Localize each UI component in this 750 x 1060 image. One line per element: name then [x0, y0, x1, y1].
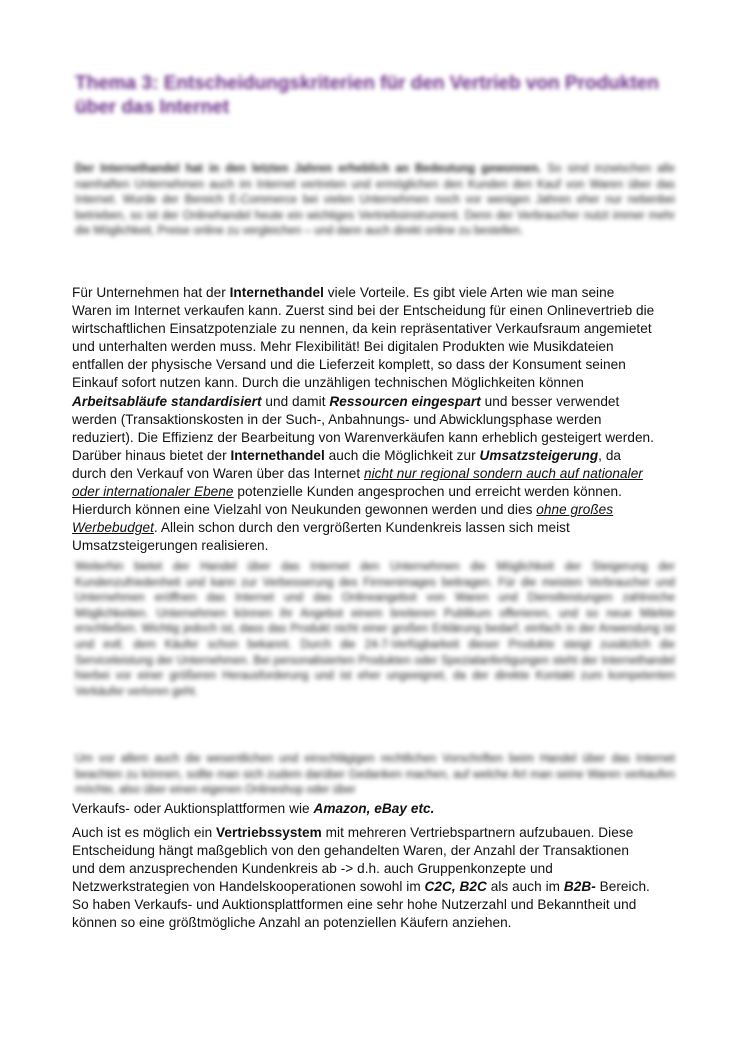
blurred-middle-paragraph: Weiterhin bietet der Handel über das Internet den Unternehmen die Möglichkeit der Steigerung der Kundenzufriedenheit und kann zur Verbesserung des Firmenimages beitragen. Für die meisten Verbraucher und Unternehmen eröffnen das Internet und das Onlineangebot von Waren und Dienstleistungen zahlreiche Möglichkeiten. Unternehmen können ihr Angebot einem breiteren Publikum offerieren, und so neue Märkte erschließen. Wichtig jedoch ist, dass das Produkt nicht einer großen Erklärung bedarf, einfach in der Anwendung ist und evtl. dem Käufer schon bekannt. Durch die 24-7-Verfügbarkeit dieser Produkte steigt zusätzlich die Serviceleistung der Unternehmen. Bei personalisierten Produkten oder Spezialanfertigungen steht der Internethandel hierbei vor einer größeren Herausforderung und ist eher ungeeignet, da der direkte Kontakt zum kompetenten Verkäufer verloren geht. [75, 561, 675, 698]
main-paragraph [72, 284, 678, 555]
last-line-6: können so eine größtmögliche Anzahl an potenziellen Käufern anziehen. [72, 915, 512, 931]
main-line-9: reduziert). Die Effizienz der Bearbeitung von Warenverkäufen kann erheblich gesteigert werden. [72, 429, 654, 445]
last-line-1: Auch ist es möglich ein Vertriebssystem mit mehreren Vertriebspartnern aufzubauen. Diese [72, 825, 634, 840]
last-line-2: Entscheidung hängt maßgeblich von den gehandelten Waren, der Anzahl der Transaktionen [72, 843, 629, 859]
main-line-10: Darüber hinaus bietet der Internethandel auch die Möglichkeit zur Umsatzsteigerung, da [72, 447, 622, 463]
last-paragraph [72, 824, 678, 933]
main-line-8: werden (Transaktionskosten in der Such-, Anbahnungs- und Abwicklungsphase werden [72, 411, 602, 427]
main-line-15: Umsatzsteigerungen realisieren. [72, 538, 269, 554]
last-line-4: Netzwerkstrategien von Handelskooperationen sowohl im C2C, B2C als auch im B2B- Bereich. [72, 879, 650, 895]
main-line-13: Hierdurch können eine Vielzahl von Neukunden gewonnen werden und dies ohne großes [72, 502, 614, 518]
last-line-5: So haben Verkaufs- und Auktionsplattformen eine sehr hohe Nutzerzahl und Bekanntheit und [72, 897, 637, 913]
main-line-2: Waren im Internet verkaufen kann. Zuerst sind bei der Entscheidung für einen Onlinevertrieb die [72, 303, 655, 319]
main-line-12: oder internationaler Ebene potenzielle Kunden angesprochen und erreicht werden können. [72, 484, 622, 500]
document-title: Thema 3: Entscheidungskriterien für den Vertrieb von Produkten über das Internet [75, 73, 659, 118]
main-line-3: wirtschaftlichen Einsatzpotenziale zu nennen, da kein repräsentativer Verkaufsraum angemietet [72, 321, 652, 337]
blurred-intro-lead: Der Internethandel hat in den letzten Jahren erheblich an Bedeutung gewonnen. [75, 163, 542, 175]
main-line-1: Für Unternehmen hat der Internethandel viele Vorteile. Es gibt viele Arten wie man seine [72, 285, 615, 300]
tail-paragraph [72, 800, 678, 818]
main-line-5: entfallen der physische Versand und die Lieferzeit komplett, so dass der Konsument seinen [72, 357, 626, 373]
blurred-last-paragraph: Um vor allem auch die wesentlichen und einschlägigen rechtlichen Vorschriften beim Handel über das Internet beachten zu können, sollte man sich zudem darüber Gedanken machen, auf welche Art man seine Waren verkaufen möchte, also über einen eigenen Onlineshop oder über [75, 753, 675, 797]
main-line-6: Einkauf sofort nutzen kann. Durch die unzähligen technischen Möglichkeiten können [72, 375, 584, 391]
main-line-11: durch den Verkauf von Waren über das Internet nicht nur regional sondern auch auf nationaler [72, 465, 643, 481]
main-line-7: Arbeitsabläufe standardisiert und damit Ressourcen eingespart und besser verwendet [72, 393, 620, 409]
tail-line-1: Verkaufs- oder Auktionsplattformen wie Amazon, eBay etc. [72, 801, 435, 816]
blurred-intro-text: So sind inzwischen alle namhaften Unternehmen auch im Internet vertreten und ermöglichen den Kunden den Kauf von Waren über das Internet. Wurde der Bereich E-Commerce bei vielen Unternehmen noch vor wenigen Jahren eher nur nebenbei betrieben, so ist der Onlinehandel heute ein wichtiges Vertriebsinstrument. Denn der Verbraucher nutzt immer mehr die Möglichkeit, Preise online zu vergleichen – und dann auch direkt online zu bestellen. [75, 163, 676, 238]
blurred-intro-paragraph [75, 162, 675, 240]
last-line-3: und dem anzusprechenden Kundenkreis ab -> d.h. auch Gruppenkonzepte und [72, 861, 553, 877]
main-line-14: Werbebudget. Allein schon durch den vergrößerten Kundenkreis lassen sich meist [72, 520, 570, 536]
main-line-4: und unterhalten werden muss. Mehr Flexibilität! Bei digitalen Produkten wie Musikdateien [72, 339, 614, 355]
